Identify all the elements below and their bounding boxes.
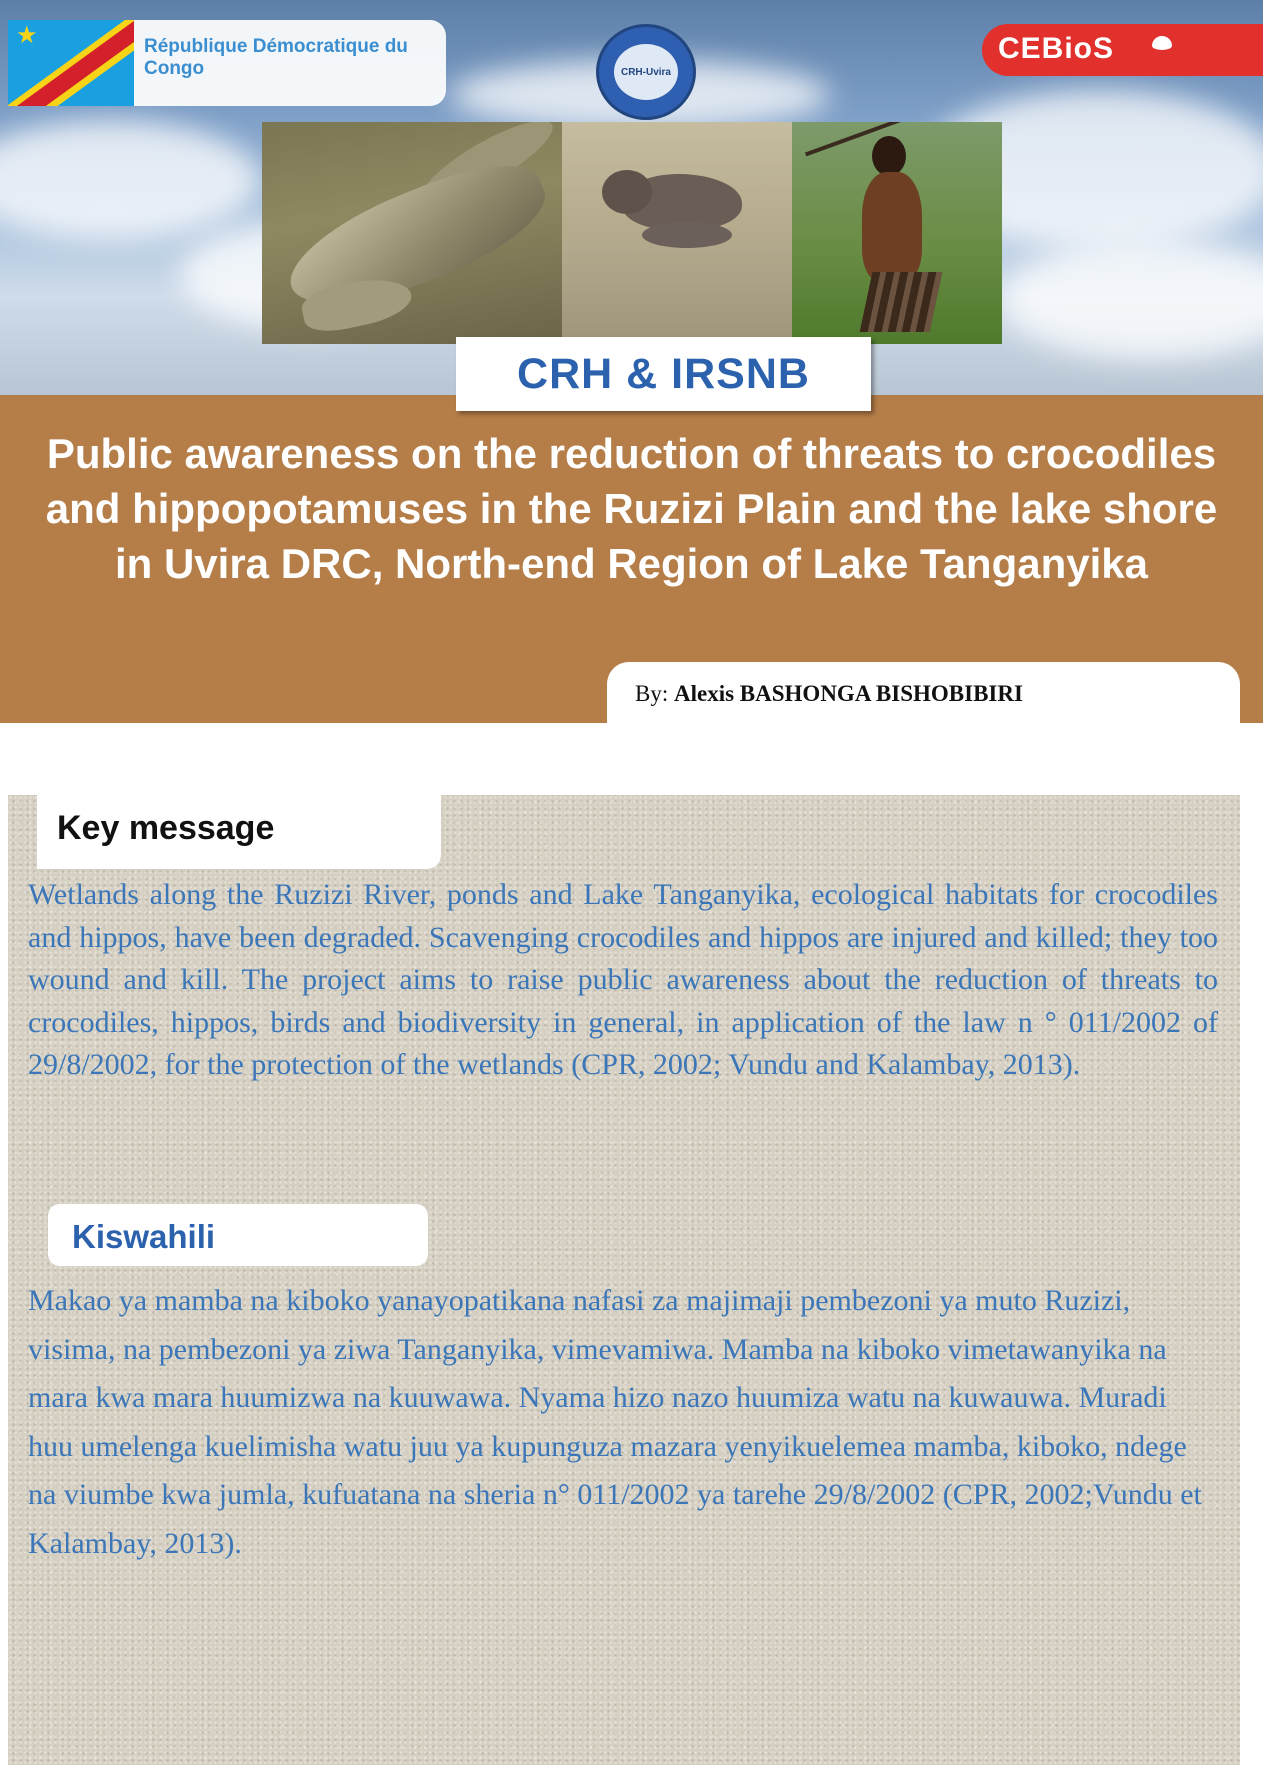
author-last-name: BASHONGA BISHOBIBIRI — [739, 681, 1023, 706]
hunter-photo — [792, 122, 1002, 344]
cloud-decoration — [1000, 240, 1263, 360]
crocodile-photo — [262, 122, 562, 344]
hippo-photo — [562, 122, 792, 344]
cebios-logo-icon — [982, 24, 1263, 76]
key-message-text: Wetlands along the Ruzizi River, ponds and Lake Tanganyika, ecological habitats for crocodiles and hippos, have been degraded. Scavenging crocodiles and hippos are injured and killed; they too wound and kill. The project aims to raise public awareness about the reduction of threats to crocodiles, hippos, birds and biodiversity in general, in application of the law n ° 011/2002 of 29/8/2002, for the protection of the wetlands (CPR, 2002; Vundu and Kalambay, 2013). — [28, 878, 1218, 1081]
cebios-logo-text: CEBioS — [998, 32, 1115, 65]
header-banner — [0, 0, 1263, 395]
author-line — [607, 662, 1240, 723]
key-message-heading: Key message — [37, 795, 441, 869]
author-prefix: By: — [635, 681, 669, 706]
photo-collage — [262, 122, 1002, 344]
page-title: Public awareness on the reduction of threats to crocodiles and hippopotamuses in the Ruzizi Plain and the lake shore in Uvira DRC, North-end Region of Lake Tanganyika — [45, 430, 1218, 587]
drc-flag-icon: ★ — [8, 20, 134, 106]
organization-label: CRH & IRSNB — [456, 337, 871, 411]
crh-logo-icon — [596, 24, 696, 120]
country-name: République Démocratique du Congo — [134, 20, 446, 106]
crh-logo-text: CRH-Uvira — [614, 44, 678, 100]
kiswahili-text: Makao ya mamba na kiboko yanayopatikana nafasi za majimaji pembezoni ya muto Ruzizi, visima, na pembezoni ya ziwa Tanganyika, vimevamiwa. Mamba na kiboko vimetawanyika na mara kwa mara huumizwa na kuuwawa. Nyama hizo nazo huumiza watu na kuwauwa. Muradi huu umelenga kuelimisha watu juu ya kupunguza mazara yenyikuelemea mamba, kiboko, ndege na viumbe kwa jumla, kufuatana na sheria n° 011/2002 ya tarehe 29/8/2002 (CPR, 2002;Vundu et Kalambay, 2013). — [28, 1284, 1202, 1560]
kiswahili-heading: Kiswahili — [48, 1204, 428, 1266]
author-first-name: Alexis — [673, 681, 735, 706]
cloud-decoration — [0, 120, 260, 240]
